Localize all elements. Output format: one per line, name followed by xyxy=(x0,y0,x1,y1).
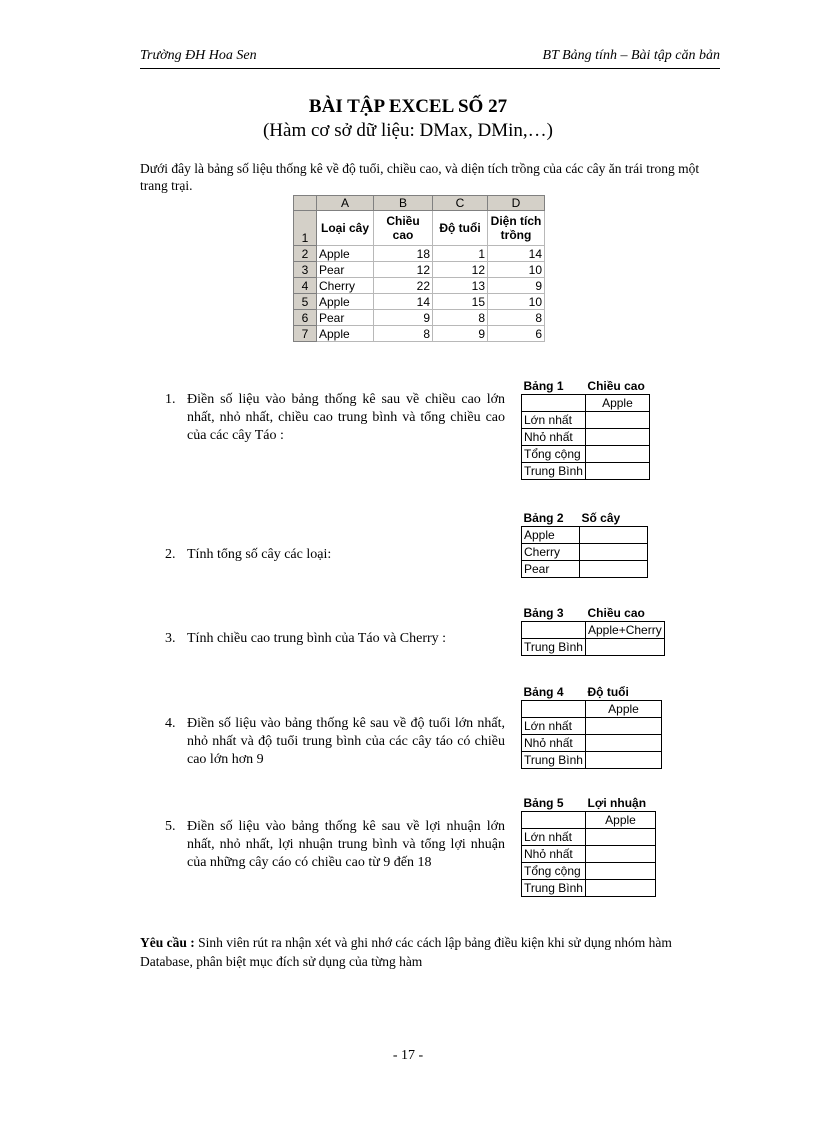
page-header xyxy=(140,48,720,69)
field-name: Chiều cao xyxy=(586,605,665,622)
result-cell[interactable] xyxy=(586,735,662,752)
row-number: 4 xyxy=(294,278,317,294)
data-sheet xyxy=(293,195,545,342)
row-label: Cherry xyxy=(522,544,580,561)
table-name: Bảng 1 xyxy=(522,378,586,395)
cell: 14 xyxy=(488,246,545,262)
row-label: Nhỏ nhất xyxy=(522,846,586,863)
requirement-paragraph xyxy=(140,933,720,971)
row-label: Tổng cộng xyxy=(522,863,586,880)
requirement-label: Yêu cầu : xyxy=(140,935,195,950)
question-text: Tính tổng số cây các loại: xyxy=(187,547,332,562)
header-cell: Diện tích trồng xyxy=(488,211,545,246)
header-course: BT Bảng tính – Bài tập căn bản xyxy=(542,48,720,63)
page-subtitle: (Hàm cơ sở dữ liệu: DMax, DMin,…) xyxy=(262,120,554,141)
header-cell: Chiều cao xyxy=(374,211,433,246)
result-cell[interactable] xyxy=(580,527,648,544)
cell: Apple xyxy=(317,294,374,310)
question-text: Điền số liệu vào bảng thống kê sau về lợi nhuận lớn nhất, nhỏ nhất, lợi nhuận trung bình và tổng lợi nhuận của những cây cáo có chiều cao từ 9 đến 18 xyxy=(187,819,505,870)
cell: 9 xyxy=(433,326,488,342)
table-row xyxy=(294,278,545,294)
row-label: Nhỏ nhất xyxy=(522,735,586,752)
result-cell[interactable] xyxy=(580,544,648,561)
cell: 8 xyxy=(488,310,545,326)
criteria-value: Apple xyxy=(585,395,649,412)
cell: 8 xyxy=(374,326,433,342)
cell xyxy=(522,622,586,639)
col-letter: C xyxy=(433,196,488,211)
header-cell: Độ tuổi xyxy=(433,211,488,246)
question-text: Điền số liệu vào bảng thống kê sau về độ tuổi lớn nhất, nhỏ nhất và độ tuổi trung bình của các cây táo có chiều cao lớn hơn 9 xyxy=(187,716,505,767)
question-number: 5. xyxy=(165,819,176,834)
col-letter: D xyxy=(488,196,545,211)
cell: 14 xyxy=(374,294,433,310)
cell xyxy=(522,395,586,412)
result-cell[interactable] xyxy=(586,829,656,846)
table-name: Bảng 4 xyxy=(522,684,586,701)
row-label: Trung Bình xyxy=(522,463,586,480)
table-name: Bảng 3 xyxy=(522,605,586,622)
field-name: Độ tuổi xyxy=(586,684,662,701)
criteria-value: Apple xyxy=(586,812,656,829)
result-cell[interactable] xyxy=(586,880,656,897)
question-3 xyxy=(165,630,505,648)
table-name: Bảng 5 xyxy=(522,795,586,812)
row-number: 6 xyxy=(294,310,317,326)
cell: 12 xyxy=(433,262,488,278)
criteria-table-1 xyxy=(521,378,650,480)
cell: 9 xyxy=(374,310,433,326)
sheet-header-row xyxy=(294,211,545,246)
question-2 xyxy=(165,546,505,564)
result-cell[interactable] xyxy=(585,412,649,429)
cell: Pear xyxy=(317,310,374,326)
row-number: 1 xyxy=(294,211,317,246)
result-cell[interactable] xyxy=(586,752,662,769)
row-label: Nhỏ nhất xyxy=(522,429,586,446)
col-letter: B xyxy=(374,196,433,211)
criteria-table-5 xyxy=(521,795,656,897)
row-label: Pear xyxy=(522,561,580,578)
question-number: 2. xyxy=(165,547,176,562)
intro-paragraph: Dưới đây là bảng số liệu thống kê về độ tuổi, chiều cao, và diện tích trồng của các cây ăn trái trong một trang trại. xyxy=(140,161,700,193)
cell: 22 xyxy=(374,278,433,294)
result-cell[interactable] xyxy=(586,846,656,863)
cell: 10 xyxy=(488,294,545,310)
cell: 18 xyxy=(374,246,433,262)
row-label: Trung Bình xyxy=(522,752,586,769)
cell: 12 xyxy=(374,262,433,278)
cell: Apple xyxy=(317,326,374,342)
question-number: 1. xyxy=(165,392,176,407)
row-label: Trung Bình xyxy=(522,880,586,897)
criteria-table-2 xyxy=(521,510,648,578)
criteria-table-3 xyxy=(521,605,665,656)
question-5 xyxy=(165,818,505,872)
cell: 10 xyxy=(488,262,545,278)
row-label: Trung Bình xyxy=(522,639,586,656)
row-label: Lớn nhất xyxy=(522,718,586,735)
criteria-value: Apple+Cherry xyxy=(586,622,665,639)
result-cell[interactable] xyxy=(580,561,648,578)
row-number: 3 xyxy=(294,262,317,278)
cell: 8 xyxy=(433,310,488,326)
cell: 15 xyxy=(433,294,488,310)
result-cell[interactable] xyxy=(585,429,649,446)
question-text: Tính chiều cao trung bình của Táo và Cherry : xyxy=(187,631,447,646)
table-row xyxy=(294,246,545,262)
question-4 xyxy=(165,715,505,769)
question-text: Điền số liệu vào bảng thống kê sau về chiều cao lớn nhất, nhỏ nhất, chiều cao trung bình và tổng chiều cao của các cây Táo : xyxy=(187,392,505,443)
cell xyxy=(522,812,586,829)
cell: Pear xyxy=(317,262,374,278)
table-name: Bảng 2 xyxy=(522,510,580,527)
field-name: Chiều cao xyxy=(585,378,649,395)
cell xyxy=(522,701,586,718)
header-cell: Loại cây xyxy=(317,211,374,246)
question-number: 3. xyxy=(165,631,176,646)
result-cell[interactable] xyxy=(585,446,649,463)
row-label: Lớn nhất xyxy=(522,829,586,846)
row-number: 5 xyxy=(294,294,317,310)
col-letter: A xyxy=(317,196,374,211)
row-number: 7 xyxy=(294,326,317,342)
field-name: Lợi nhuận xyxy=(586,795,656,812)
criteria-value: Apple xyxy=(586,701,662,718)
cell: Cherry xyxy=(317,278,374,294)
corner-cell xyxy=(294,196,317,211)
cell: Apple xyxy=(317,246,374,262)
question-1 xyxy=(165,391,505,445)
page-number: - 17 - xyxy=(392,1048,424,1063)
row-label: Apple xyxy=(522,527,580,544)
requirement-text: Sinh viên rút ra nhận xét và ghi nhớ các cách lập bảng điều kiện khi sử dụng nhóm hàm Database, phân biệt mục đích sử dụng của từng hàm xyxy=(140,935,672,969)
cell: 13 xyxy=(433,278,488,294)
row-label: Lớn nhất xyxy=(522,412,586,429)
result-cell[interactable] xyxy=(585,463,649,480)
result-cell[interactable] xyxy=(586,863,656,880)
question-number: 4. xyxy=(165,716,176,731)
table-row xyxy=(294,310,545,326)
criteria-table-4 xyxy=(521,684,662,769)
row-number: 2 xyxy=(294,246,317,262)
row-label: Tổng cộng xyxy=(522,446,586,463)
field-name: Số cây xyxy=(580,510,648,527)
result-cell[interactable] xyxy=(586,718,662,735)
table-row xyxy=(294,262,545,278)
table-row xyxy=(294,326,545,342)
page-title: BÀI TẬP EXCEL SỐ 27 xyxy=(308,96,508,117)
column-letter-row xyxy=(294,196,545,211)
cell: 9 xyxy=(488,278,545,294)
table-row xyxy=(294,294,545,310)
header-school: Trường ĐH Hoa Sen xyxy=(140,48,257,63)
cell: 6 xyxy=(488,326,545,342)
result-cell[interactable] xyxy=(586,639,665,656)
cell: 1 xyxy=(433,246,488,262)
